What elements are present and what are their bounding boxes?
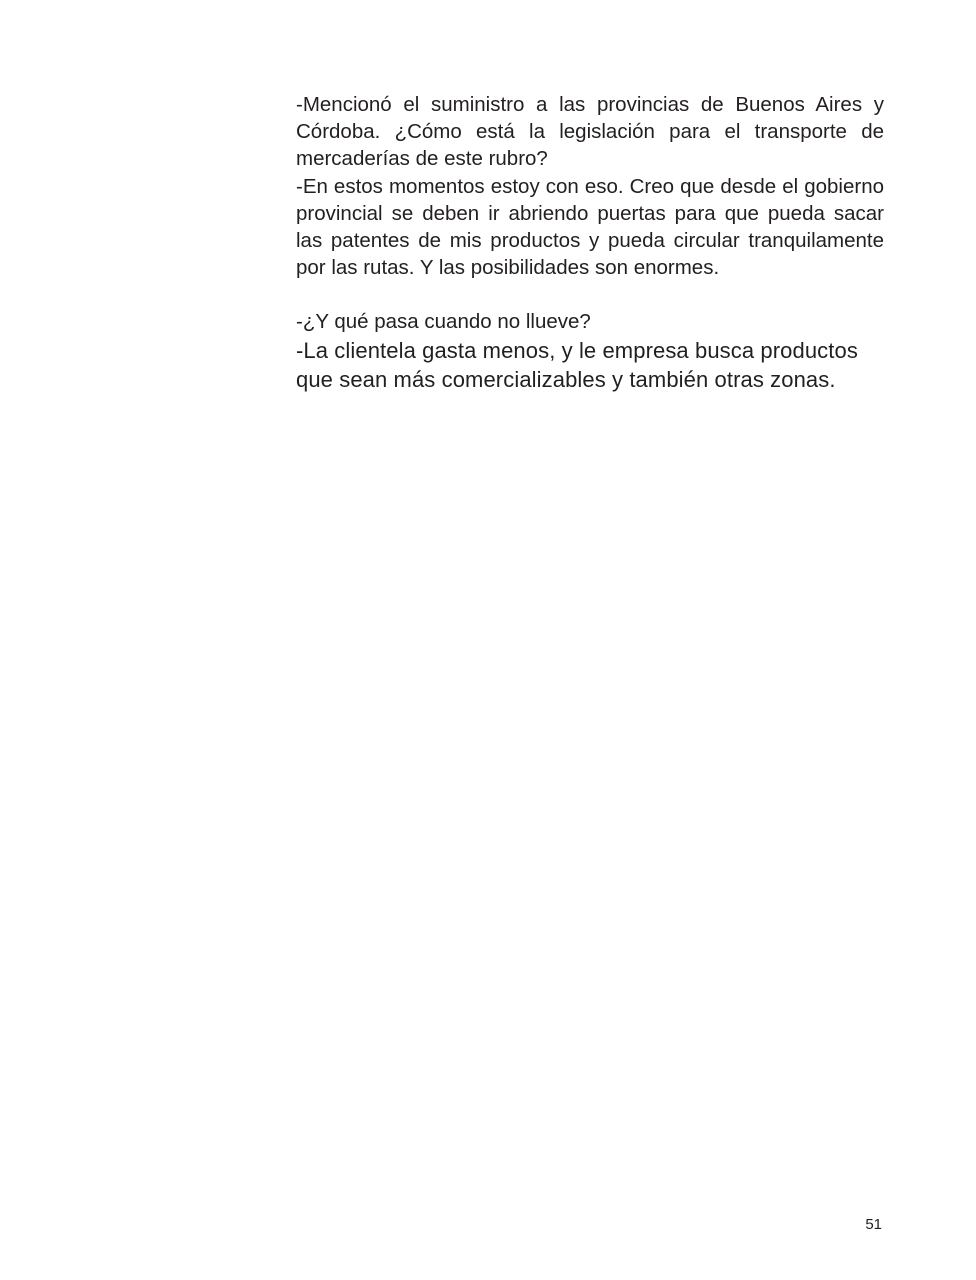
paragraph-question-rain: -¿Y qué pasa cuando no llueve?: [296, 310, 591, 334]
interview-text: [296, 91, 884, 395]
page-number: 51: [865, 1216, 882, 1233]
paragraph-question-transport: -Mencionó el suministro a las provincias de Buenos Aires y Córdoba. ¿Cómo está la legislación para el transporte de mercaderías de este rubro?: [296, 93, 884, 171]
paragraph-answer-transport: -En estos momentos estoy con eso. Creo que desde el gobierno provincial se deben ir abriendo puertas para que pueda sacar las patentes de mis productos y pueda circular tranquilamente por las rutas. Y las posibilidades son enormes.: [296, 174, 884, 280]
paragraph-answer-rain: -La clientela gasta menos, y le empresa busca productos que sean más comercializables y también otras zonas.: [296, 337, 858, 393]
